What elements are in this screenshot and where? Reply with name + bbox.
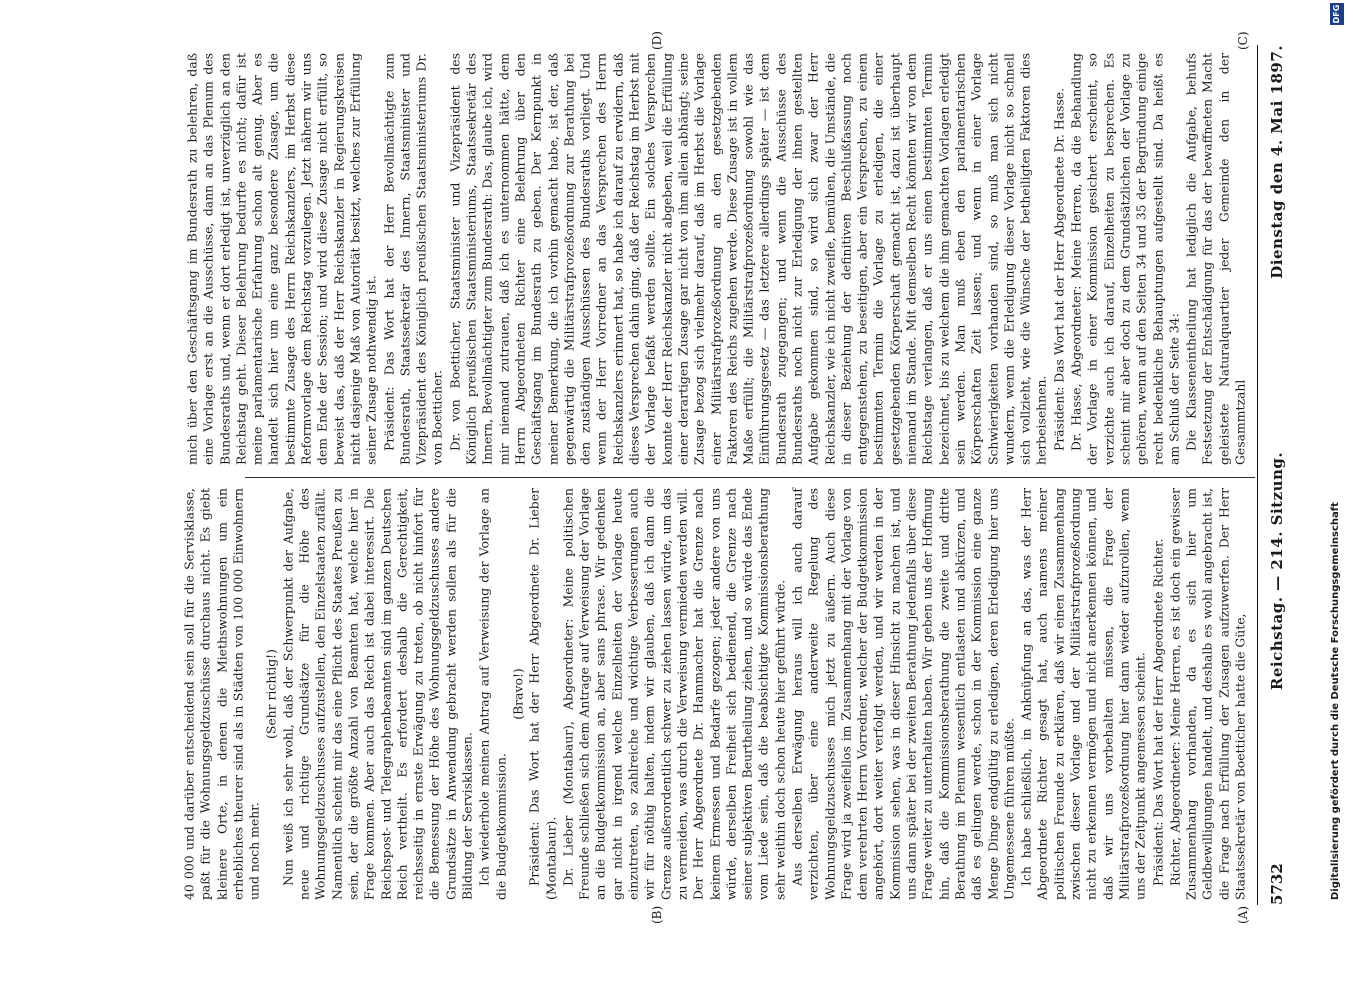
quotation: Die Klasseneintheilung hat lediglich die Aufgabe, behufs Festsetzung der Entschädigung für das der bewaffneten Macht geleistete Naturalquartier jeder Gemeinde den in der Gesammtzahl: [1183, 53, 1248, 465]
header-rule: [1257, 45, 1258, 905]
left-column: [181, 488, 1250, 900]
speaker-paragraph: Präsident: Das Wort hat der Herr Bevollmächtigte zum Bundesrath, Staatssekretär des Innern, Staatsminister und Vizepräsident des Königlich preußischen Staatsministeriums Dr. von Boetticher.: [381, 53, 446, 465]
speaker-paragraph: Präsident: Das Wort hat der Herr Abgeordnete Richter.: [1150, 538, 1166, 886]
digitization-credit: Digitalisierung gefördert durch die Deutsche Forschungsgemeinschaft: [1330, 502, 1341, 900]
sitting-title: Reichstag. — 214. Sitzung.: [1268, 451, 1286, 691]
interjection: (Bravo!): [510, 668, 526, 720]
column-divider: [245, 477, 1255, 478]
paragraph: Dr. Lieber (Montabaur), Abgeordneter: Meine politischen Freunde schließen sich dem Antrage auf Verweisung der Vorlage an die Budgetkommission an, aber sans phrase. Wir gedenken gar nicht in irgend welche Einzelheiten der Vorlage heute einzutreten, so zahlreiche und wichtige Verbesserungen auch wir für nöthig halten, indem wir glauben, daß ich dann die Grenze außerordentlich schwer zu ziehen lassen würde, um das zu vermeiden, was durch die Verweisung vermieden werden will. Der Herr Abgeordnete Dr. Hammacher hat die Grenze nach keinem Ermessen und Bedarfe gezogen; jeder andere von uns würde, derselben Freiheit sich bedienend, die Grenze nach seiner subjektiven Beurtheilung ziehen, und so würde das Ende vom Liede sein, daß die beabsichtigte Kommissionsberathung sehr weithin doch schon heute hier geführt würde.: [560, 488, 788, 900]
page-number: 5732: [1268, 863, 1286, 905]
marker-a: (A): [1236, 905, 1250, 924]
paragraph: Ich habe schließlich, in Anknüpfung an das, was der Herr Abgeordnete Richter gesagt hat, auch namens meiner politischen Freunde zu erklären, daß wir einen Zusammenhang zwischen dieser Vorlage und der Militärstrafprozeßordnung nicht zu erkennen vermögen und nicht anerkennen können, und daß wir uns vorbehalten müssen, die Frage der Militärstrafprozeßordnung hier dann wieder aufzurollen, wenn uns der Zeitpunkt angemessen scheint.: [1018, 488, 1148, 900]
paragraph: Aus derselben Erwägung heraus will ich auch darauf verzichten, über eine anderweite Regelung des Wohnungsgeldzuschusses mich jetzt zu äußern. Auch diese Frage wird ja zweifellos im Zusammenhang mit der Vorlage von dem verehrten Herrn Vorredner, welcher der Budgetkommission angehört, dort weiter verfolgt werden, und wir werden in der Kommission sehen, was in dieser Hinsicht zu machen ist, und uns dann später bei der zweiten Berathung jedenfalls über diese Frage weiter zu unterhalten haben. Wir geben uns der Hoffnung hin, daß die Kommissionsberathung die zweite und dritte Berathung im Plenum wesentlich entlasten und abkürzen, und daß es gelingen werde, schon in der Kommission eine ganze Menge Dinge endgültig zu erledigen, deren Erledigung hier uns Ungemessene führen müßte.: [789, 488, 1017, 900]
paragraph: mich über den Geschäftsgang im Bundesrath zu belehren, daß eine Vorlage erst an die Ausschüsse, dann an das Plenum des Bundesraths und, wenn er dort erledigt ist, unverzüglich an den Reichstag geht. Dieser Belehrung bedurfte es nicht; dafür ist meine parlamentarische Erfahrung schon alt genug. Aber es handelt sich hier um eine ganz besondere Zusage, um die bestimmte Zusage des Herrn Reichskanzlers, im Herbst diese Reformvorlage dem Reichstag vorzulegen. Jetzt nähern wir uns dem Ende der Session; und wird diese Zusage nicht erfüllt, so beweist das, daß der Herr Reichskanzler in Regierungskreisen nicht dasjenige Maß von Autorität besitzt, welches zur Erfüllung seiner Zusage nothwendig ist.: [184, 53, 379, 465]
paragraph: Dr. Hasse, Abgeordneter: Meine Herren, da die Behandlung der Vorlage in einer Kommission gesichert erscheint, so verzichte auch ich darauf, Einzelheiten zu besprechen. Es scheint mir aber doch zu dem Grundsätzlichen der Vorlage zu gehören, wenn auf den Seiten 34 und 35 der Begründung einige recht bedenkliche Behauptungen aufgestellt sind. Da heißt es am Schluß der Seite 34:: [1068, 53, 1182, 465]
page-header: [1262, 45, 1292, 905]
paragraph: Nun weiß ich sehr wohl, daß der Schwerpunkt der Aufgabe, neue und richtige Grundsätze für die Höhe des Wohnungsgeldzuschusses aufzustellen, den Einzelstaaten zufällt. Namentlich scheint mir das eine Pflicht des Staates Preußen zu sein, der die größte Anzahl von Beamten hat, welche hier in Frage kommen. Aber auch das Reich ist dabei interessirt. Die Reichspost- und Telegraphenbeamten sind im ganzen Deutschen Reich vertheilt. Es erfordert deshalb die Gerechtigkeit, reichsseitig in ernste Erwägung zu treten, ob nicht hinfort für die Bemessung der Höhe des Wohnungsgeldzuschusses andere Grundsätze in Anwendung gebracht werden sollen als für die Bildung der Servisklassen.: [280, 488, 475, 900]
dfg-logo: DFG: [1330, 3, 1344, 25]
session-date: Dienstag den 4. Mai 1897.: [1268, 45, 1286, 279]
paragraph: 40 000 und darüber entscheidend sein soll für die Servisklasse, paßt für die Wohnungsgeldzuschüsse durchaus nicht. Es giebt kleinere Orte, in denen die Miethswohnungen um ein erhebliches theurer sind als in Städten von 100 000 Einwohnern und noch mehr.: [181, 488, 262, 900]
interjection: (Sehr richtig!): [264, 649, 280, 739]
paragraph: Dr. von Boetticher, Staatsminister und Vizepräsident des Königlich preußischen Staatsministeriums, Staatssekretär des Innern, Bevollmächtigter zum Bundesrath: Das, glaube ich, wird mir niemand zutrauen, daß ich es unternommen hätte, dem Herrn Abgeordneten Richter eine Belehrung über den Geschäftsgang im Bundesrath zu geben. Der Kernpunkt in meiner Bemerkung, die ich vorhin gemacht habe, ist der, daß gegenwärtig die Militärstrafprozeßordnung zur Berathung bei den zuständigen Ausschüssen des Bundesraths vorliegt. Und wenn der Herr Vorredner an das Versprechen des Herrn Reichskanzlers erinnert hat, so habe ich darauf zu erwidern, daß dieses Versprechen dahin ging, daß der Reichstag im Herbst mit der Vorlage befaßt werden sollte. Ein solches Versprechen konnte der Herr Reichskanzler nicht abgeben, weil die Erfüllung einer derartigen Zusage gar nicht von ihm allein abhängt; seine Zusage bezog sich vielmehr darauf, daß im Herbst die Vorlage einer Militärstrafprozeßordnung an den gesetzgebenden Faktoren des Reichs zugehen werde. Diese Zusage ist in vollem Maße erfüllt; die Militärstrafprozeßordnung sowohl wie das Einführungsgesetz — das letztere allerdings später — ist dem Bundesrath zugegangen; und wenn die Ausschüsse des Bundesraths noch nicht zur Erledigung der ihnen gestellten Aufgabe gekommen sind, so wird sich zwar der Herr Reichskanzler, wie ich nicht zweifle, bemühen, die Umstände, die in dieser Beziehung der definitiven Beschlußfassung noch entgegenstehen, zu beseitigen, aber ein Versprechen, zu einem bestimmten Termin die Vorlage zu erledigen, die einer gesetzgebenden Körperschaft gemacht ist, dazu ist überhaupt niemand im Stande. Mit demselben Recht könnten wir von dem Reichstage verlangen, daß er uns einen bestimmten Termin bezeichnet, bis zu welchem die ihm gemachten Vorlagen erledigt sein werden. Man muß eben den parlamentarischen Körperschaften Zeit lassen; und wenn in einer Vorlage Schwierigkeiten vorhanden sind, so muß man sich nicht wundern, wenn die Erledigung dieser Vorlage nicht so schnell sich vollzieht, wie die Wünsche der betheiligten Faktoren dies herbeisehnen.: [447, 53, 1050, 465]
right-column: [184, 53, 1250, 465]
speaker-paragraph: Präsident: Das Wort hat der Herr Abgeordnete Dr. Lieber (Montabaur).: [526, 488, 559, 900]
marker-d: (D): [650, 31, 664, 50]
paragraph: Ich wiederhole meinen Antrag auf Verweisung der Vorlage an die Budgetkommission.: [477, 488, 509, 900]
marker-c: (C): [1236, 31, 1250, 50]
marker-b: (B): [650, 905, 664, 924]
speaker-paragraph: Präsident: Das Wort hat der Herr Abgeordnete Dr. Hasse.: [1051, 87, 1067, 451]
paragraph: Richter, Abgeordneter: Meine Herren, es ist doch ein gewisser Zusammenhang vorhanden, da es sich hier um Geldbewilligungen handelt, und deshalb es wohl angebracht ist, die Frage nach Erfüllung der Zusagen aufzuwerfen. Der Herr Staatssekretär von Boetticher hatte die Güte,: [1167, 488, 1248, 900]
